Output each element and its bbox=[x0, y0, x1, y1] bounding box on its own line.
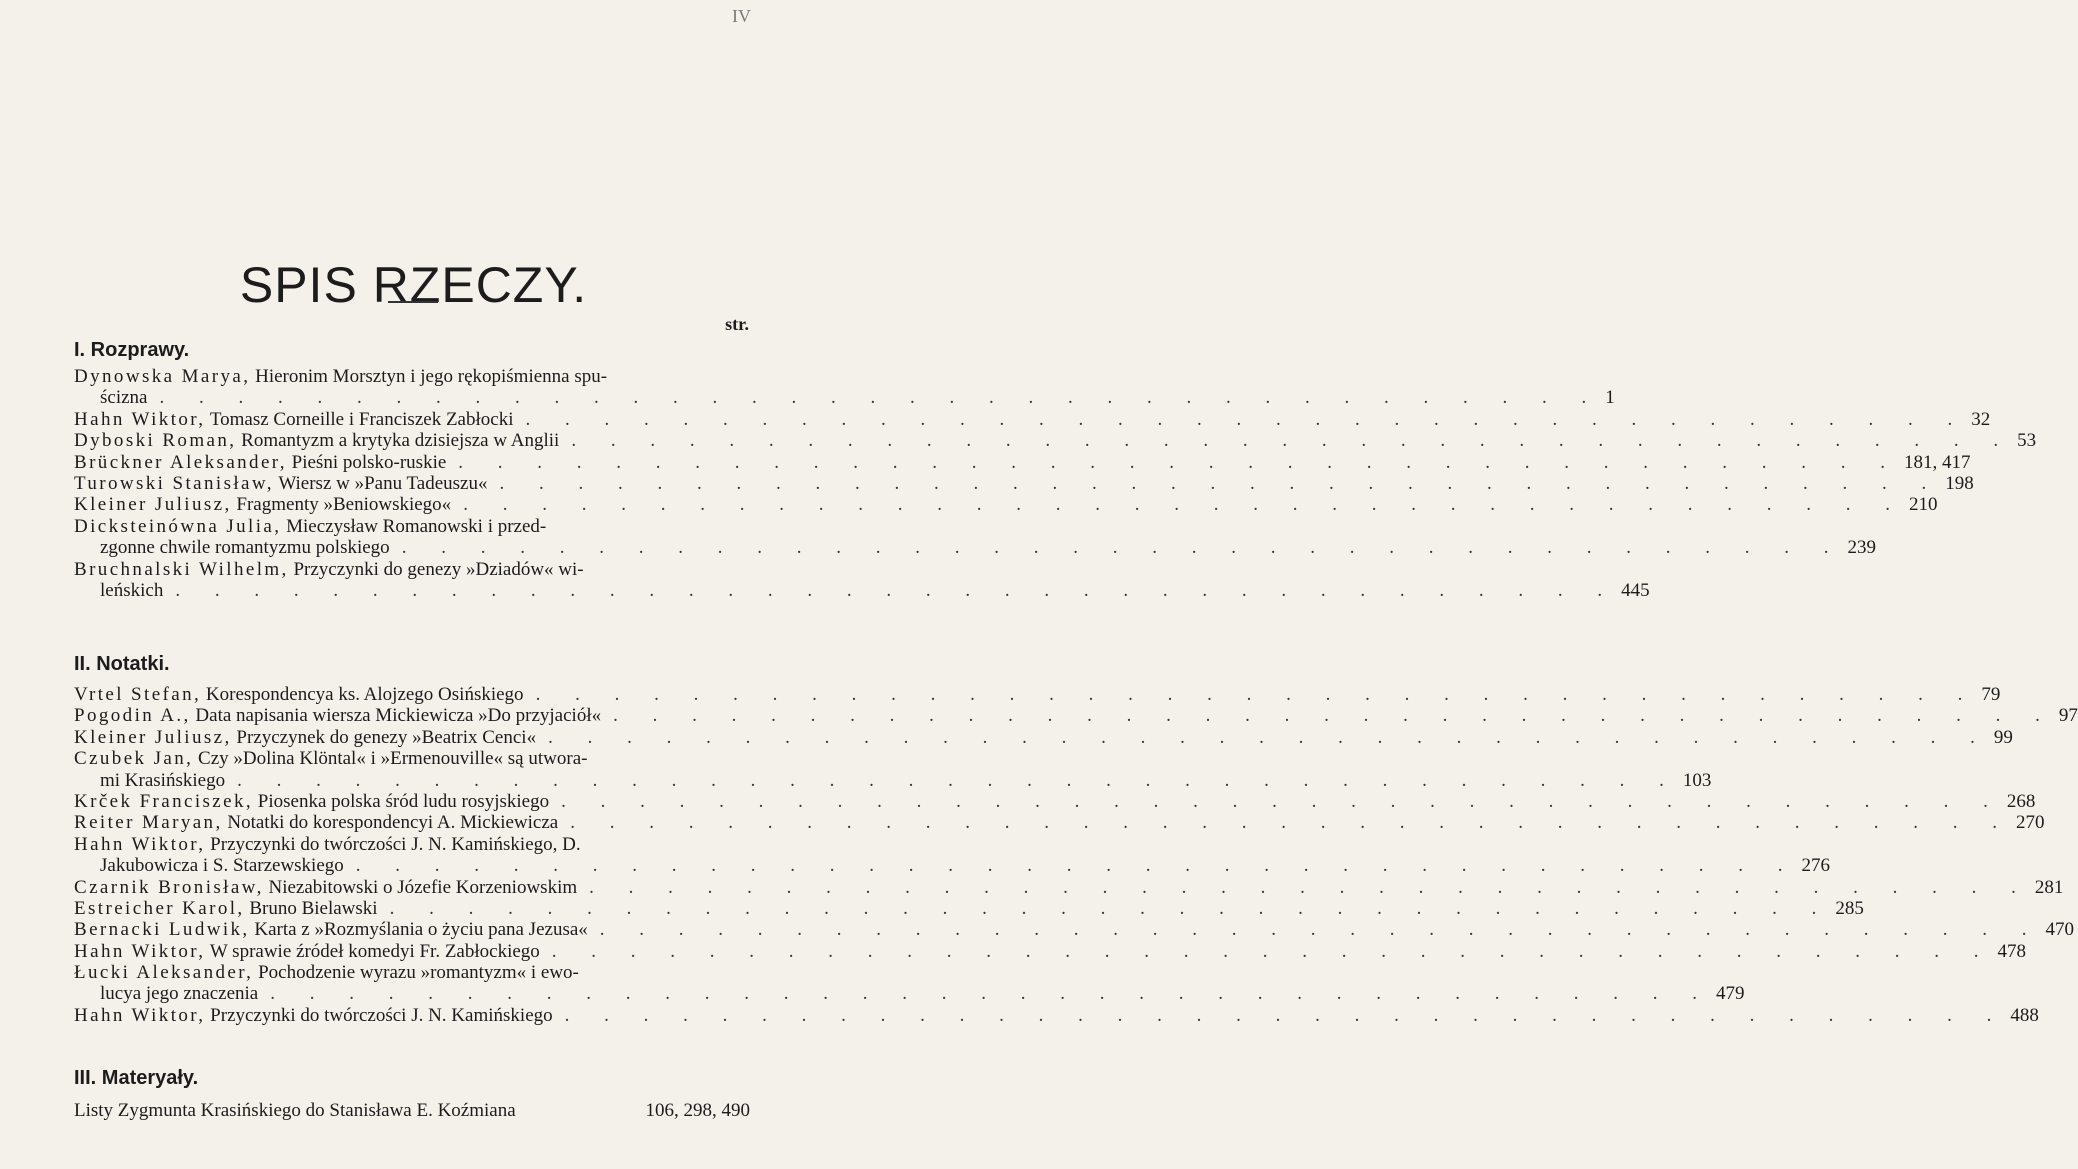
leader-dots bbox=[588, 919, 2042, 940]
leader-dots bbox=[451, 494, 1905, 515]
entry-author: Turowski Stanisław, bbox=[74, 472, 274, 494]
title-rule bbox=[388, 301, 438, 303]
entry-title: Mieczysław Romanowski i przed- bbox=[286, 515, 547, 537]
toc-entry bbox=[74, 940, 2027, 962]
entry-text bbox=[74, 1100, 516, 1121]
entry-author: Hahn Wiktor, bbox=[74, 940, 206, 962]
entry-author: Hahn Wiktor, bbox=[74, 408, 206, 430]
entry-page-number: 488 bbox=[2010, 1004, 2039, 1026]
leader-dots bbox=[524, 684, 1978, 705]
entry-title: Przyczynki do twórczości J. N. Kamińskiego bbox=[210, 1004, 553, 1026]
page-number: IV bbox=[732, 6, 751, 26]
entry-title: Przyczynki do genezy »Dziadów« wi- bbox=[293, 558, 584, 580]
entry-title: Bruno Bielawski bbox=[249, 897, 378, 919]
section-heading: II. Notatki. bbox=[74, 653, 170, 675]
entry-page-number: 1 bbox=[1605, 387, 1615, 409]
entry-title: Data napisania wiersza Mickiewicza »Do przyjaciół« bbox=[195, 705, 602, 727]
entry-page-number: 445 bbox=[1621, 579, 1650, 601]
entry-page-number: 478 bbox=[1997, 940, 2027, 962]
entry-text bbox=[100, 770, 225, 791]
leader-dots bbox=[601, 705, 2055, 726]
entry-text bbox=[74, 898, 378, 919]
entry-page-number: 281 bbox=[2034, 876, 2064, 898]
toc-entry bbox=[74, 408, 1991, 430]
section-notatki bbox=[74, 648, 2078, 1026]
entry-page-number: 276 bbox=[1801, 855, 1831, 877]
section-rozprawy bbox=[74, 334, 2037, 601]
leader-dots bbox=[513, 409, 1967, 430]
entry-text bbox=[74, 834, 581, 855]
toc-entry bbox=[74, 705, 2078, 727]
entry-text bbox=[74, 473, 487, 494]
entry-title: Pieśni polsko-ruskie bbox=[291, 451, 447, 473]
entry-line bbox=[74, 855, 1831, 877]
entry-text bbox=[100, 387, 147, 408]
entry-text bbox=[74, 684, 524, 705]
entry-title: ścizna bbox=[100, 387, 148, 409]
leader-dots bbox=[390, 537, 1844, 558]
toc-entry bbox=[74, 897, 1864, 919]
entry-page-number: 285 bbox=[1835, 897, 1864, 919]
entry-text bbox=[74, 705, 601, 726]
entry-title: W sprawie źródeł komedyi Fr. Zabłockiego bbox=[209, 940, 540, 962]
entry-line bbox=[74, 472, 1974, 494]
entry-author: Kleiner Juliusz, bbox=[74, 726, 232, 748]
entry-text bbox=[74, 748, 587, 769]
entry-page-number: 103 bbox=[1682, 769, 1712, 791]
entry-line bbox=[74, 684, 2001, 705]
entry-title: mi Krasińskiego bbox=[100, 769, 226, 791]
entry-line bbox=[74, 705, 2078, 727]
toc-entry bbox=[74, 472, 1974, 494]
entry-page-number: 198 bbox=[1945, 472, 1974, 494]
entry-page-number: 210 bbox=[1908, 494, 1938, 516]
entry-line bbox=[74, 790, 2036, 812]
entry-title: Niezabitowski o Józefie Korzeniowskim bbox=[268, 876, 578, 898]
section-materyaly bbox=[74, 1062, 750, 1121]
leader-dots bbox=[225, 770, 1679, 791]
entry-title: Fragmenty »Beniowskiego« bbox=[236, 494, 452, 516]
toc-entry bbox=[74, 494, 1938, 516]
toc-entry bbox=[74, 790, 2036, 812]
entry-title: Tomasz Corneille i Franciszek Zabłocki bbox=[209, 408, 514, 430]
entry-text bbox=[74, 1005, 553, 1026]
entry-title: Przyczynki do twórczości J. N. Kamińskiego, D. bbox=[210, 833, 581, 855]
entry-title: Romantyzm a krytyka dzisiejsza w Anglii bbox=[241, 430, 560, 452]
entry-text bbox=[74, 559, 584, 580]
entry-text bbox=[100, 855, 344, 876]
leader-dots bbox=[577, 877, 2031, 898]
entry-line bbox=[74, 366, 750, 387]
entry-line bbox=[74, 387, 1615, 409]
entry-line bbox=[74, 1004, 2039, 1026]
entry-line bbox=[74, 451, 1971, 473]
entry-author: Czarnik Bronisław, bbox=[74, 876, 264, 898]
leader-dots bbox=[540, 941, 1994, 962]
entry-line bbox=[74, 726, 2013, 748]
entry-text bbox=[100, 580, 163, 601]
toc-entry bbox=[74, 962, 1745, 1005]
entry-author: Bruchnalski Wilhelm, bbox=[74, 558, 289, 580]
toc-entry bbox=[74, 919, 2075, 941]
leader-dots bbox=[559, 430, 2013, 451]
entry-author: Krček Franciszek, bbox=[74, 790, 254, 812]
entry-author: Estreicher Karol, bbox=[74, 897, 245, 919]
entry-author: Pogodin A., bbox=[74, 705, 191, 727]
leader-dots bbox=[553, 1005, 2007, 1026]
entry-title: Korespondencya ks. Alojzego Osińskiego bbox=[205, 684, 524, 705]
entry-line bbox=[74, 748, 750, 769]
entry-line bbox=[74, 430, 2037, 452]
section-heading: III. Materyały. bbox=[74, 1067, 199, 1089]
entry-line bbox=[74, 1100, 750, 1121]
entry-title: leńskich bbox=[100, 579, 164, 601]
entry-title: Karta z »Rozmyślania o życiu pana Jezusa« bbox=[254, 919, 588, 941]
entry-page-number: 239 bbox=[1847, 537, 1876, 559]
entry-text bbox=[74, 791, 549, 812]
leader-dots bbox=[378, 898, 1832, 919]
entry-page-number: 479 bbox=[1715, 983, 1745, 1005]
entry-text bbox=[100, 983, 258, 1004]
entry-line bbox=[74, 940, 2027, 962]
entry-author: Dyboski Roman, bbox=[74, 430, 237, 452]
entry-page-number: 99 bbox=[1993, 726, 2013, 748]
leader-dots bbox=[558, 812, 2012, 833]
entry-title: Piosenka polska śród ludu rosyjskiego bbox=[257, 790, 550, 812]
entry-text bbox=[74, 877, 577, 898]
entry-text bbox=[74, 727, 536, 748]
entry-author: Bernacki Ludwik, bbox=[74, 919, 250, 941]
entry-page-number: 470 bbox=[2045, 919, 2075, 941]
entry-title: Notatki do korespondencyi A. Mickiewicza bbox=[227, 812, 559, 834]
toc-entry bbox=[74, 726, 2013, 748]
entry-text bbox=[74, 919, 588, 940]
entry-author: Brückner Aleksander, bbox=[74, 451, 287, 473]
entry-text bbox=[74, 366, 607, 387]
entry-page-number: 181, 417 bbox=[1904, 451, 1971, 473]
leader-dots bbox=[344, 855, 1798, 876]
entry-line bbox=[74, 876, 2064, 898]
toc-entry bbox=[74, 558, 1650, 602]
leader-dots bbox=[549, 791, 2003, 812]
entry-page-number: 268 bbox=[2006, 790, 2036, 812]
entry-line bbox=[74, 579, 1650, 601]
entry-line bbox=[74, 408, 1991, 430]
entry-title: Czy »Dolina Klöntal« i »Ermenouville« są utwora- bbox=[198, 748, 588, 770]
entry-text bbox=[74, 812, 558, 833]
entry-page-number: 106, 298, 490 bbox=[645, 1100, 750, 1121]
entry-page-number: 32 bbox=[1971, 408, 1991, 430]
entry-title: lucya jego znaczenia bbox=[100, 983, 259, 1005]
entry-line bbox=[74, 834, 750, 855]
toc-entry bbox=[74, 451, 1971, 473]
entry-page-number: 270 bbox=[2015, 812, 2045, 834]
entry-text bbox=[74, 941, 540, 962]
entry-line bbox=[74, 559, 750, 580]
entry-title: Listy Zygmunta Krasińskiego do Stanisława E. Koźmiana bbox=[74, 1100, 516, 1121]
entry-title: Wiersz w »Panu Tadeuszu« bbox=[278, 472, 488, 494]
toc-entry bbox=[74, 748, 1712, 791]
leader-dots bbox=[536, 727, 1990, 748]
entry-text bbox=[74, 409, 513, 430]
entry-author: Dynowska Marya, bbox=[74, 366, 251, 387]
toc-entry bbox=[74, 1004, 2039, 1026]
entry-page-number: 79 bbox=[1981, 684, 2001, 705]
entry-title: zgonne chwile romantyzmu polskiego bbox=[100, 537, 390, 559]
leader-dots bbox=[147, 387, 1601, 408]
entry-author: Vrtel Stefan, bbox=[74, 684, 202, 705]
entry-line bbox=[74, 516, 750, 537]
entry-text bbox=[74, 452, 446, 473]
entry-title: Jakubowicza i S. Starzewskiego bbox=[100, 855, 344, 877]
entry-author: Hahn Wiktor, bbox=[74, 833, 206, 855]
leader-dots bbox=[258, 983, 1712, 1004]
entry-author: Czubek Jan, bbox=[74, 748, 194, 770]
toc-entry bbox=[74, 812, 2045, 834]
entry-author: Reiter Maryan, bbox=[74, 812, 223, 834]
leader-dots bbox=[446, 452, 1900, 473]
toc-entry bbox=[74, 1100, 750, 1121]
toc-entry bbox=[74, 684, 2001, 705]
entry-line bbox=[74, 962, 750, 983]
page-column-label: str. bbox=[725, 314, 749, 334]
leader-dots bbox=[163, 580, 1617, 601]
entry-author: Kleiner Juliusz, bbox=[74, 494, 232, 516]
page-title: SPIS RZECZY. bbox=[239, 256, 588, 313]
leader-dots bbox=[487, 473, 1941, 494]
entry-author: Łucki Aleksander, bbox=[74, 962, 254, 984]
entry-author: Hahn Wiktor, bbox=[74, 1004, 206, 1026]
entry-title: Pochodzenie wyrazu »romantyzm« i ewo- bbox=[258, 962, 579, 984]
entry-page-number: 53 bbox=[2017, 430, 2037, 452]
entry-line bbox=[74, 812, 2045, 834]
toc-entry bbox=[74, 515, 1876, 559]
toc-entry bbox=[74, 430, 2037, 452]
entry-line bbox=[74, 919, 2075, 941]
entry-line bbox=[74, 897, 1864, 919]
toc-entry bbox=[74, 366, 1615, 409]
entry-text bbox=[74, 962, 579, 983]
entry-text bbox=[74, 430, 559, 451]
entry-text bbox=[74, 494, 451, 515]
entry-text bbox=[74, 516, 546, 537]
entry-title: Hieronim Morsztyn i jego rękopiśmienna spu- bbox=[255, 366, 608, 387]
toc-entry bbox=[74, 876, 2064, 898]
entry-line bbox=[74, 983, 1745, 1005]
entry-line bbox=[74, 537, 1876, 559]
toc-entry bbox=[74, 833, 1831, 877]
section-heading: I. Rozprawy. bbox=[74, 339, 190, 361]
entry-author: Dicksteinówna Julia, bbox=[74, 515, 282, 537]
entry-page-number: 97 bbox=[2058, 705, 2078, 727]
entry-line bbox=[74, 494, 1938, 516]
entry-title: Przyczynek do genezy »Beatrix Cenci« bbox=[236, 726, 537, 748]
entry-text bbox=[100, 537, 390, 558]
entry-line bbox=[74, 769, 1712, 791]
